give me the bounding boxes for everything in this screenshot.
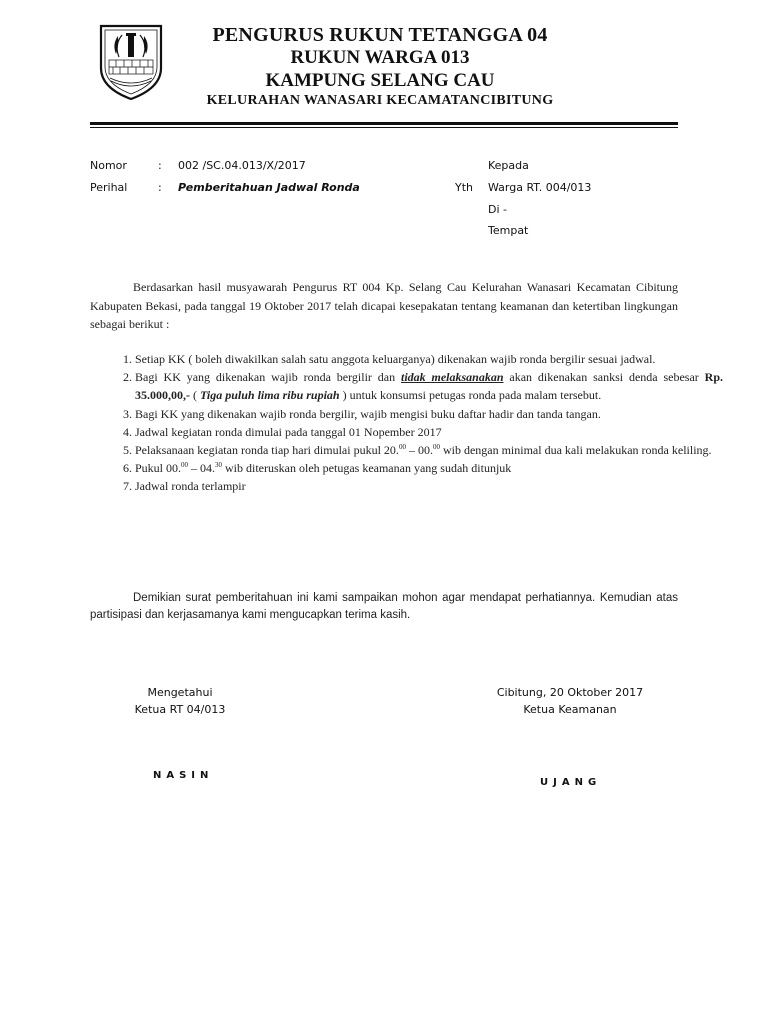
address-tempat: Tempat <box>488 224 529 237</box>
intro-paragraph: Berdasarkan hasil musyawarah Pengurus RT 004 Kp. Selang Cau Kelurahan Wanasari Kecamatan Cibitung Kabupaten Bekasi, pada tanggal 19 Oktober 2017 telah dicapai kesepakatan tentang keamanan dan ketertiban lingkungan sebagai berikut : <box>90 280 678 331</box>
fine-amount-words: Tiga puluh lima ribu rupiah <box>200 388 340 403</box>
fine-amount: Rp. 35.000,00,- <box>135 370 724 403</box>
address-kepada: Kepada <box>488 159 529 172</box>
emphasis-not-performing: tidak melaksanakan <box>400 370 504 385</box>
nomor-label: Nomor <box>90 159 127 172</box>
address-recipient: Warga RT. 004/013 <box>488 181 592 194</box>
rule-item-5: 5. Pelaksanaan kegiatan ronda tiap hari dimulai pukul 20.00 – 00.00 wib dengan minimal dua kali melakukan ronda keliling. <box>135 441 723 459</box>
signature-right-title-1: Cibitung, 20 Oktober 2017 <box>496 686 644 699</box>
rules-list <box>90 350 723 496</box>
signature-right-title-2: Ketua Keamanan <box>523 703 617 716</box>
signature-left-title-1: Mengetahui <box>147 686 213 699</box>
letterhead-divider-thin <box>90 127 678 128</box>
address-yth: Yth <box>455 181 474 194</box>
rule-item-6: 6. Pukul 00.00 – 04.30 wib diteruskan oleh petugas keamanan yang sudah ditunjuk <box>135 459 723 477</box>
letterhead <box>150 24 610 110</box>
closing-paragraph: Demikian surat pemberitahuan ini kami sampaikan mohon agar mendapat perhatiannya. Kemudian atas partisipasi dan kerjasamanya kami mengucapkan terima kasih. <box>90 592 678 621</box>
nomor-colon: : <box>158 159 162 172</box>
letterhead-line-2: RUKUN WARGA 013 <box>290 47 470 68</box>
signature-right-block <box>470 684 670 718</box>
letterhead-line-1: PENGURUS RUKUN TETANGGA 04 <box>212 24 548 46</box>
perihal-label: Perihal <box>90 181 128 194</box>
perihal-value: Pemberitahuan Jadwal Ronda <box>178 181 360 194</box>
rule-item-3: 3. Bagi KK yang dikenakan wajib ronda bergilir, wajib mengisi buku daftar hadir dan tanda tangan. <box>135 405 723 423</box>
rule-item-7: 7. Jadwal ronda terlampir <box>135 477 723 495</box>
perihal-colon: : <box>158 181 162 194</box>
signature-right-name: UJANG <box>540 777 602 788</box>
signature-left-block <box>100 684 260 718</box>
rule-item-1: 1. Setiap KK ( boleh diwakilkan salah satu anggota keluarganya) dikenakan wajib ronda bergilir sesuai jadwal. <box>135 350 723 368</box>
address-di: Di - <box>488 203 507 216</box>
rule-item-4: 4. Jadwal kegiatan ronda dimulai pada tanggal 01 Nopember 2017 <box>135 423 723 441</box>
letterhead-divider-thick <box>90 122 678 125</box>
signature-left-title-2: Ketua RT 04/013 <box>134 703 226 716</box>
letterhead-line-4: KELURAHAN WANASARI KECAMATANCIBITUNG <box>206 93 554 108</box>
rule-item-2: 2. Bagi KK yang dikenakan wajib ronda bergilir dan tidak melaksanakan akan dikenakan sanksi denda sebesar Rp. 35.000,00,- ( Tiga puluh lima ribu rupiah ) untuk konsumsi petugas ronda pada malam tersebut. <box>135 368 723 404</box>
signature-left-name: NASIN <box>153 770 214 781</box>
letterhead-line-3: KAMPUNG SELANG CAU <box>265 70 495 91</box>
nomor-value: 002 /SC.04.013/X/2017 <box>178 159 306 172</box>
